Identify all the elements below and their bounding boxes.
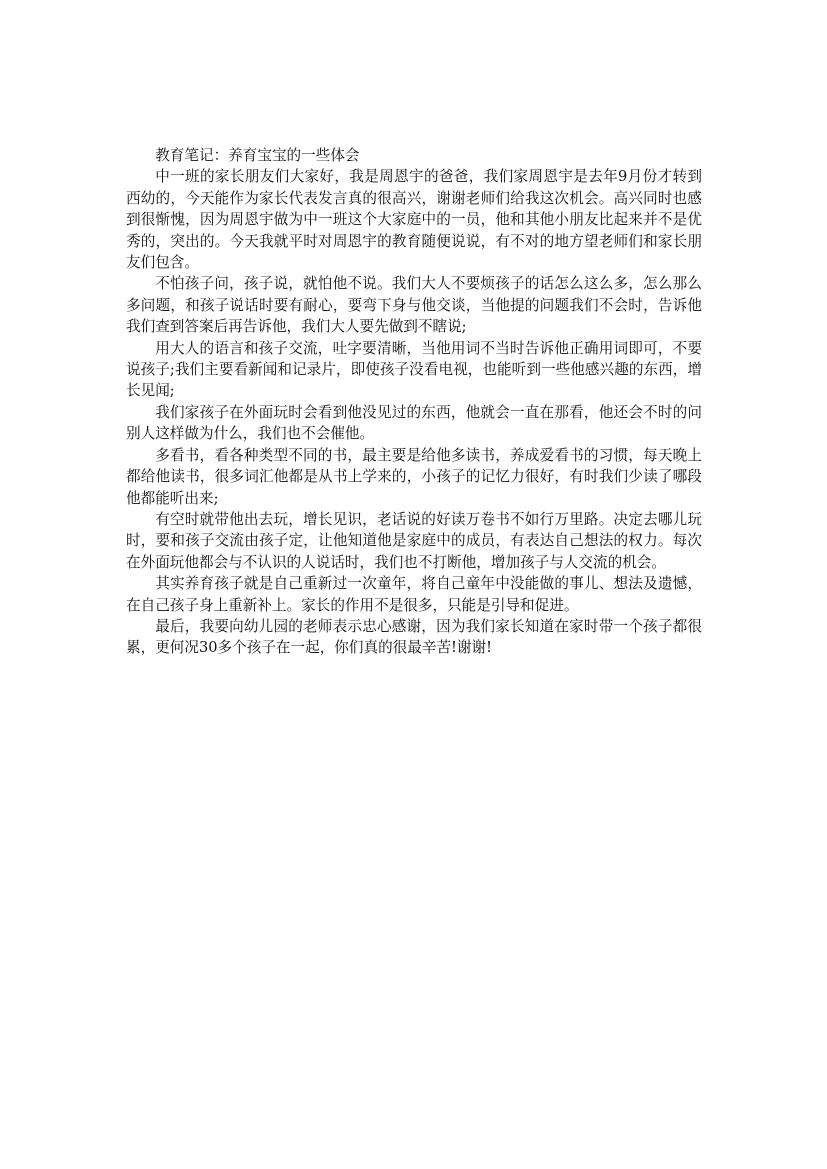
paragraph-questions: 不怕孩子问，孩子说，就怕他不说。我们大人不要烦孩子的话怎么这么多，怎么那么多问题，和孩子说话时要有耐心，要弯下身与他交谈，当他提的问题我们不会时，告诉他我们查到答案后再告诉他，我们大人要先做到不瞎说; [126,275,702,336]
paragraph-travel: 有空时就带他出去玩，增长见识，老话说的好读万卷书不如行万里路。决定去哪儿玩时，要和孩子交流由孩子定，让他知道他是家庭中的成员，有表达自己想法的权力。每次在外面玩他都会与不认识的人说话时，我们也不打断他，增加孩子与人交流的机会。 [126,510,702,571]
paragraph-greeting: 中一班的家长朋友们大家好，我是周恩宇的爸爸，我们家周恩宇是去年9月份才转到西幼的，今天能作为家长代表发言真的很高兴，谢谢老师们给我这次机会。高兴同时也感到很惭愧，因为周恩宇做为中一班这个大家庭中的一员，他和其他小朋友比起来并不是优秀的，突出的。今天我就平时对周恩宇的教育随便说说，有不对的地方望老师们和家长朋友们包含。 [126,168,702,272]
paragraph-reading: 多看书，看各种类型不同的书，最主要是给他多读书，养成爱看书的习惯，每天晚上都给他读书，很多词汇他都是从书上学来的，小孩子的记忆力很好，有时我们少读了哪段他都能听出来; [126,446,702,507]
document-title: 教育笔记：养育宝宝的一些体会 [155,147,360,164]
paragraph-childhood: 其实养育孩子就是自己重新过一次童年，将自己童年中没能做的事儿、想法及遗憾，在自己孩子身上重新补上。家长的作用不是很多，只能是引导和促进。 [126,575,702,614]
paragraph-thanks: 最后，我要向幼儿园的老师表示忠心感谢，因为我们家长知道在家时带一个孩子都很累，更何况30多个孩子在一起，你们真的很最辛苦!谢谢! [126,617,702,657]
paragraph-outdoor-curiosity: 我们家孩子在外面玩时会看到他没见过的东西，他就会一直在那看，他还会不时的问别人这样做为什么，我们也不会催他。 [126,403,702,443]
paragraph-language: 用大人的语言和孩子交流，吐字要清晰，当他用词不当时告诉他正确用词即可，不要说孩子;我们主要看新闻和记录片，即使孩子没看电视，也能听到一些他感兴趣的东西，增长见闻; [126,339,702,400]
document-body [126,145,702,659]
